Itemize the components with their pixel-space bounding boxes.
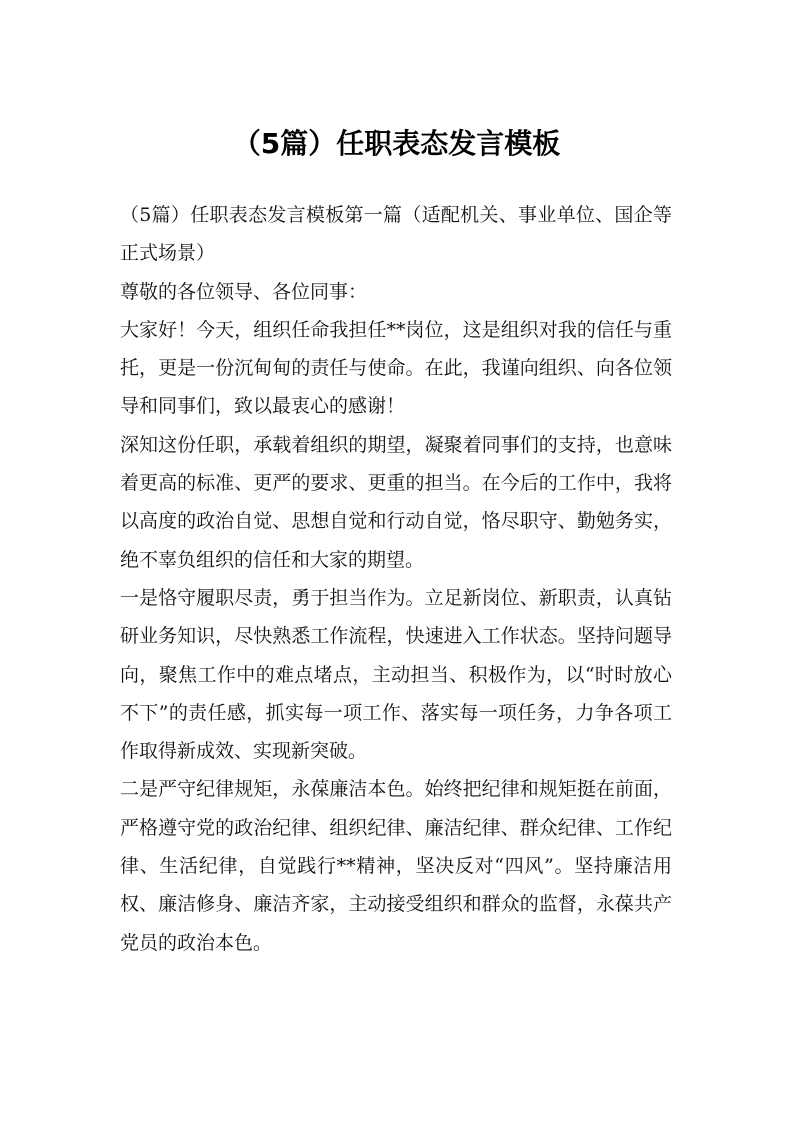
paragraph-commitment: 深知这份任职，承载着组织的期望，凝聚着同事们的支持，也意味着更高的标准、更严的要求、更重的担当。在今后的工作中，我将以高度的政治自觉、思想自觉和行动自觉，恪尽职守、勤勉务实，绝不辜负组织的信任和大家的期望。 (120, 433, 672, 571)
paragraph-salutation: 尊敬的各位领导、各位同事： (120, 280, 368, 303)
paragraph-point-two: 二是严守纪律规矩，永葆廉洁本色。始终把纪律和规矩挺在前面，严格遵守党的政治纪律、组织纪律、廉洁纪律、群众纪律、工作纪律、生活纪律，自觉践行**精神，坚决反对“四风”。坚持廉洁用权、廉洁修身、廉洁齐家，主动接受组织和群众的监督，永葆共产党员的政治本色。 (120, 778, 672, 954)
paragraph-subtitle: （5篇）任职表态发言模板第一篇（适配机关、事业单位、国企等正式场景） (120, 204, 672, 265)
document-body (120, 196, 672, 962)
paragraph-greeting: 大家好！今天，组织任命我担任**岗位，这是组织对我的信任与重托，更是一份沉甸甸的责任与使命。在此，我谨向组织、向各位领导和同事们，致以最衷心的感谢！ (120, 318, 672, 418)
document-title: （5篇）任职表态发言模板 (232, 127, 561, 160)
paragraph-point-one: 一是恪守履职尽责，勇于担当作为。立足新岗位、新职责，认真钻研业务知识，尽快熟悉工作流程，快速进入工作状态。坚持问题导向，聚焦工作中的难点堵点，主动担当、积极作为，以“时时放心不下”的责任感，抓实每一项工作、落实每一项任务，力争各项工作取得新成效、实现新突破。 (120, 586, 672, 763)
